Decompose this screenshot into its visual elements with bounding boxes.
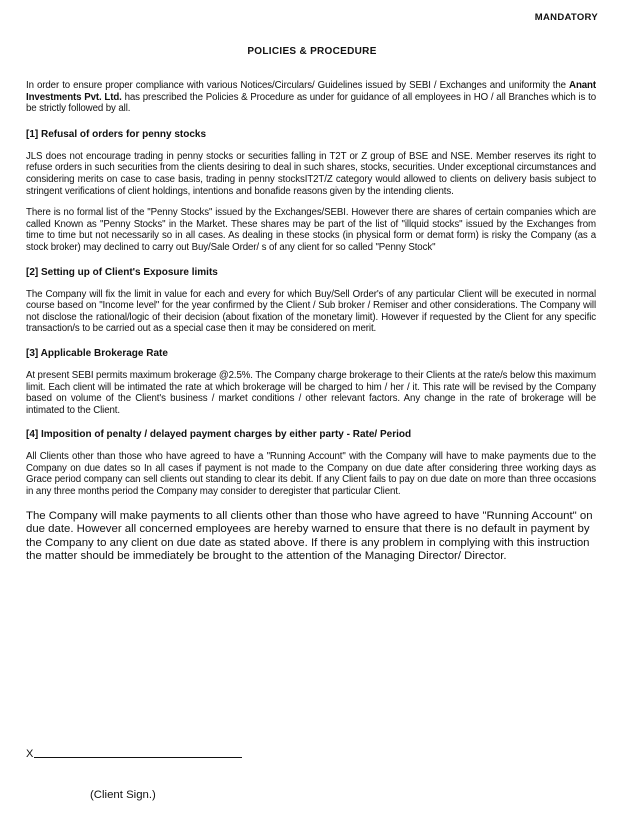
section-brokerage-rate	[26, 348, 596, 416]
signature-mark: X	[26, 748, 34, 760]
client-sign-label: (Client Sign.)	[90, 789, 156, 801]
section-paragraph: At present SEBI permits maximum brokerage @2.5%. The Company charge brokerage to their Clients at the rate/s below this maximum limit. Each client will be intimated the rate at which brokerage will be charged to him / her / it. This rate will be revised by the Company based on volume of the Client's business / market conditions / other relevant factors. Any change in the rate of brokerage will be intimated to the Client.	[26, 369, 596, 416]
section-paragraph: All Clients other than those who have agreed to have a "Running Account" with the Company will have to make payments due to the Company on due dates so In all cases if payment is not made to the Company on due date after considering three working days as Grace period company can sell clients out standing to clear its debit. If any Client fails to pay on due date on more than three occasions in any three months period the Company may consider to deregister that particular Client.	[26, 451, 596, 498]
section-penalty-charges	[26, 429, 596, 497]
document-body	[26, 80, 596, 564]
section-paragraph: JLS does not encourage trading in penny stocks or securities falling in T2T or Z group of BSE and NSE. Member reserves its right to refuse orders in such securities from the clients desiring to deal in such shares, stocks, securities. Under exceptional circumstances and considering merits on case to case basis, trading in penny stocksIT2T/Z category would allowed to clients on delivery basis subject to stringent verifications of client holdings, intentions and bonafide reasons given by the intending clients.	[26, 150, 596, 197]
signature-line	[26, 748, 242, 760]
mandatory-label: MANDATORY	[534, 12, 598, 23]
closing-paragraph: The Company will make payments to all clients other than those who have agreed to have "Running Account" on due date. However all concerned employees are hereby warned to ensure that there is no default in payment by the Company to any client on due date as stated above. If there is any problem in complying with this instruction the matter should be immediately be brought to the attention of the Managing Director/ Director.	[26, 509, 593, 563]
section-heading: [4] Imposition of penalty / delayed payment charges by either party - Rate/ Period	[26, 429, 412, 441]
section-exposure-limits	[26, 267, 596, 335]
intro-text-after: has prescribed the Policies & Procedure as under for guidance of all employees in HO / all Branches which is to be strictly followed by all.	[26, 91, 596, 115]
signature-rule	[34, 757, 242, 758]
section-heading: [3] Applicable Brokerage Rate	[26, 347, 168, 359]
section-heading: [2] Setting up of Client's Exposure limits	[26, 266, 218, 278]
company-name: Anant Investments Pvt. Ltd.	[26, 80, 596, 103]
section-paragraph: The Company will fix the limit in value for each and every for which Buy/Sell Order's of any particular Client will be executed in normal course based on "Income level" for the year confirmed by the Client / Sub broker / Remiser and other considerations. The Company will not disclose the rational/logic of their decision (about fixation of the monetary limit). However if requested by the Client for any specific transaction/s to be carried out as a special case then it may be considered on merit.	[26, 288, 596, 335]
section-heading: [1] Refusal of orders for penny stocks	[26, 128, 207, 140]
section-penny-stocks	[26, 129, 596, 254]
intro-text-before: In order to ensure proper compliance with various Notices/Circulars/ Guidelines issued by SEBI / Exchanges and uniformity the	[26, 80, 570, 91]
page-title: POLICIES & PROCEDURE	[247, 46, 377, 57]
intro-paragraph	[26, 80, 596, 115]
section-paragraph: There is no formal list of the "Penny Stocks" issued by the Exchanges/SEBI. However there are shares of certain companies which are called Known as "Penny Stocks" in the Market. These shares may be part of the list of "illquid stocks" issued by the Exchanges from time to time but not necessarily so in all cases. As dealing in these stocks (in physical form or demat form) is risky the Company (as a stock broker) may declined to carry out Buy/Sale Order/ s of any client for so called "Penny Stock"	[26, 207, 596, 253]
